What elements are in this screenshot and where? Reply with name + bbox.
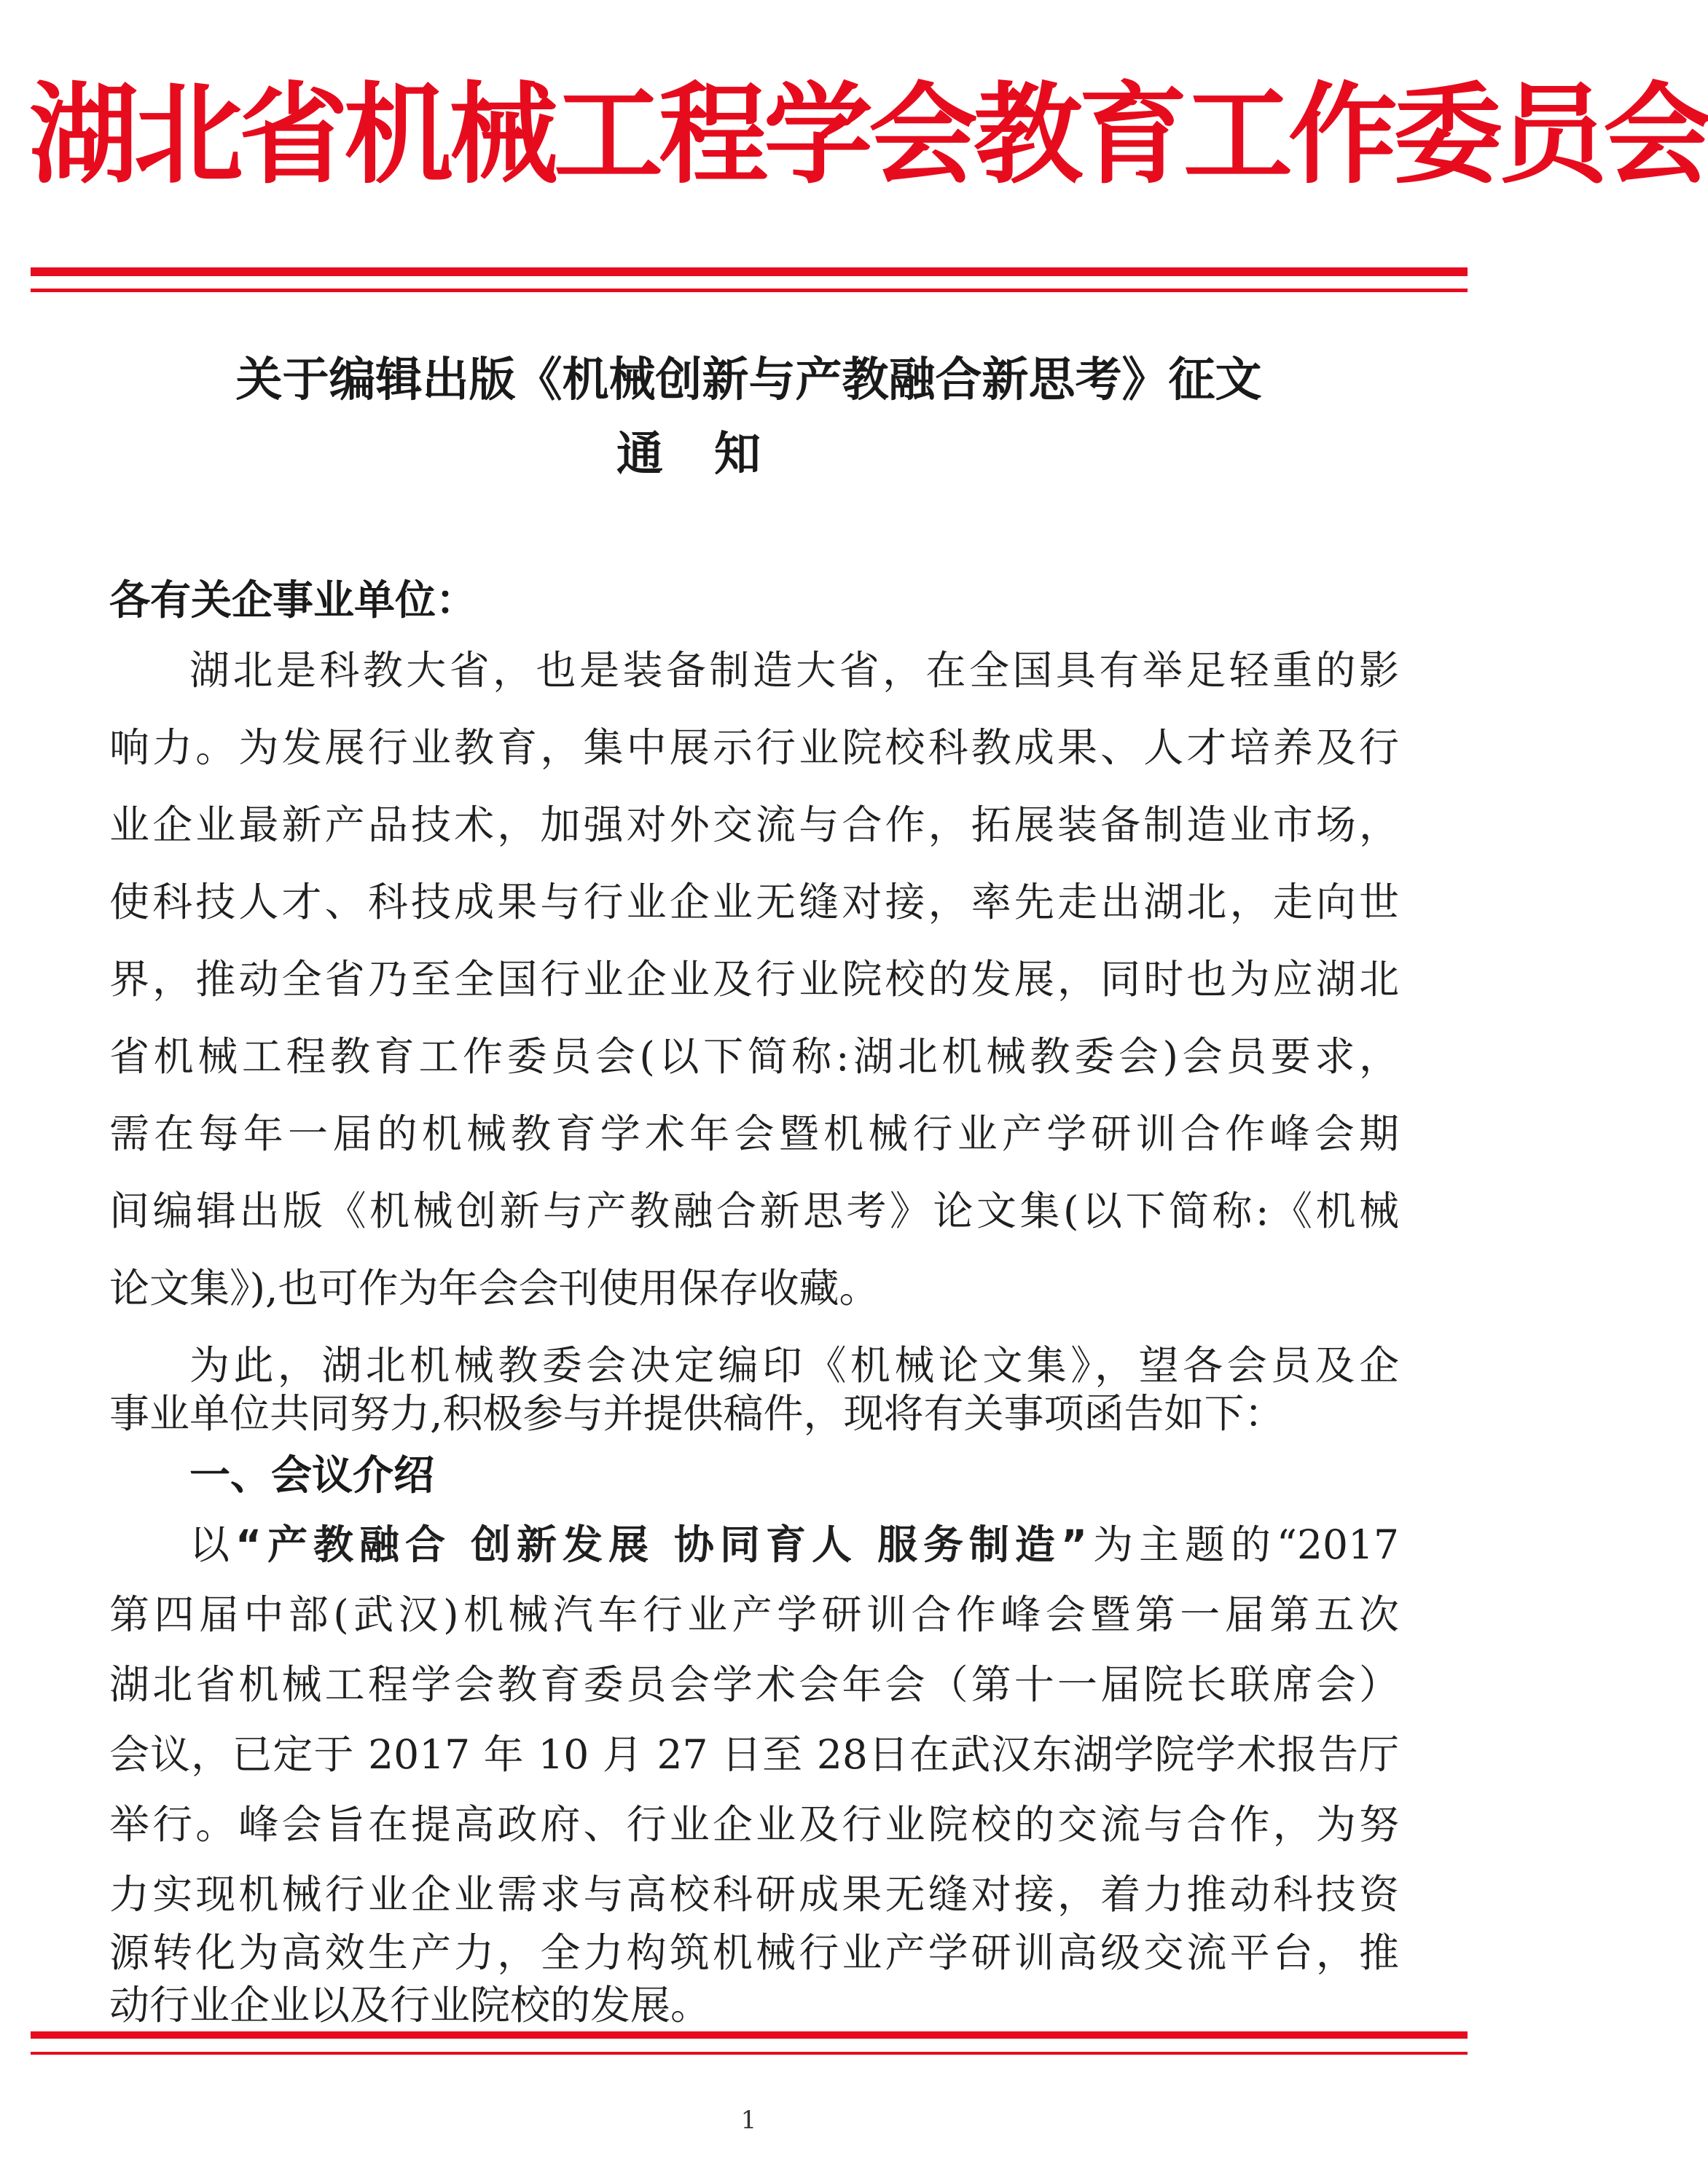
paragraph-line: 举行。峰会旨在提高政府、行业企业及行业院校的交流与合作，为努	[109, 1801, 1399, 1848]
paragraph-line: 论文集》),也可作为年会会刊使用保存收藏。	[109, 1265, 880, 1312]
conference-theme: “产教融合 创新发展 协同育人 服务制造”	[235, 1521, 1088, 1568]
paragraph-line: 第四届中部(武汉)机械汽车行业产学研训合作峰会暨第一届第五次	[109, 1591, 1399, 1638]
notice-title: 关于编辑出版《机械创新与产教融合新思考》征文	[235, 353, 1262, 407]
paragraph-line: 源转化为高效生产力，全力构筑机械行业产学研训高级交流平台，推	[109, 1929, 1399, 1976]
section-heading-conference-intro: 一、会议介绍	[189, 1452, 434, 1499]
paragraph-line: 界，推动全省乃至全国行业企业及行业院校的发展，同时也为应湖北	[109, 956, 1399, 1003]
letterhead-red-rule-thick	[31, 267, 1468, 276]
paragraph-line: 力实现机械行业企业需求与高校科研成果无缝对接，着力推动科技资	[109, 1871, 1399, 1918]
paragraph-line: 使科技人才、科技成果与行业企业无缝对接，率先走出湖北，走向世	[109, 879, 1399, 925]
paragraph-line: 为此，湖北机械教委会决定编印《机械论文集》，望各会员及企	[189, 1342, 1399, 1389]
notice-subtitle: 通知	[616, 428, 812, 482]
theme-prefix: 以	[189, 1521, 235, 1568]
paragraph-line: 湖北是科教大省，也是装备制造大省，在全国具有举足轻重的影	[189, 647, 1399, 694]
paragraph-line: 响力。为发展行业教育，集中展示行业院校科教成果、人才培养及行	[109, 724, 1399, 771]
paragraph-line: 事业单位共同努力,积极参与并提供稿件，现将有关事项函告如下：	[109, 1390, 1285, 1437]
letterhead-organization-name: 湖北省机械工程学会教育工作委员会	[29, 71, 1708, 199]
footer-red-rule-thick	[31, 2031, 1468, 2039]
paragraph-line: 会议，已定于 2017 年 10 月 27 日至 28日在武汉东湖学院学术报告厅	[109, 1731, 1399, 1778]
theme-suffix: 为主题的“2017	[1087, 1521, 1399, 1568]
footer-red-rule-thin	[31, 2052, 1468, 2055]
paragraph-line-with-theme	[189, 1516, 1399, 1574]
paragraph-line: 需在每年一届的机械教育学术年会暨机械行业产学研训合作峰会期	[109, 1110, 1399, 1157]
paragraph-line: 间编辑出版《机械创新与产教融合新思考》论文集(以下简称:《机械	[109, 1188, 1399, 1234]
paragraph-line: 省机械工程教育工作委员会(以下简称:湖北机械教委会)会员要求，	[109, 1033, 1399, 1080]
paragraph-line: 湖北省机械工程学会教育委员会学术会年会（第十一届院长联席会）	[109, 1661, 1399, 1708]
page-number: 1	[740, 2106, 757, 2135]
letterhead-red-rule-thin	[31, 289, 1468, 292]
paragraph-line: 业企业最新产品技术，加强对外交流与合作，拓展装备制造业市场，	[109, 801, 1399, 848]
salutation: 各有关企事业单位：	[109, 577, 477, 624]
paragraph-line: 动行业企业以及行业院校的发展。	[109, 1982, 711, 2028]
